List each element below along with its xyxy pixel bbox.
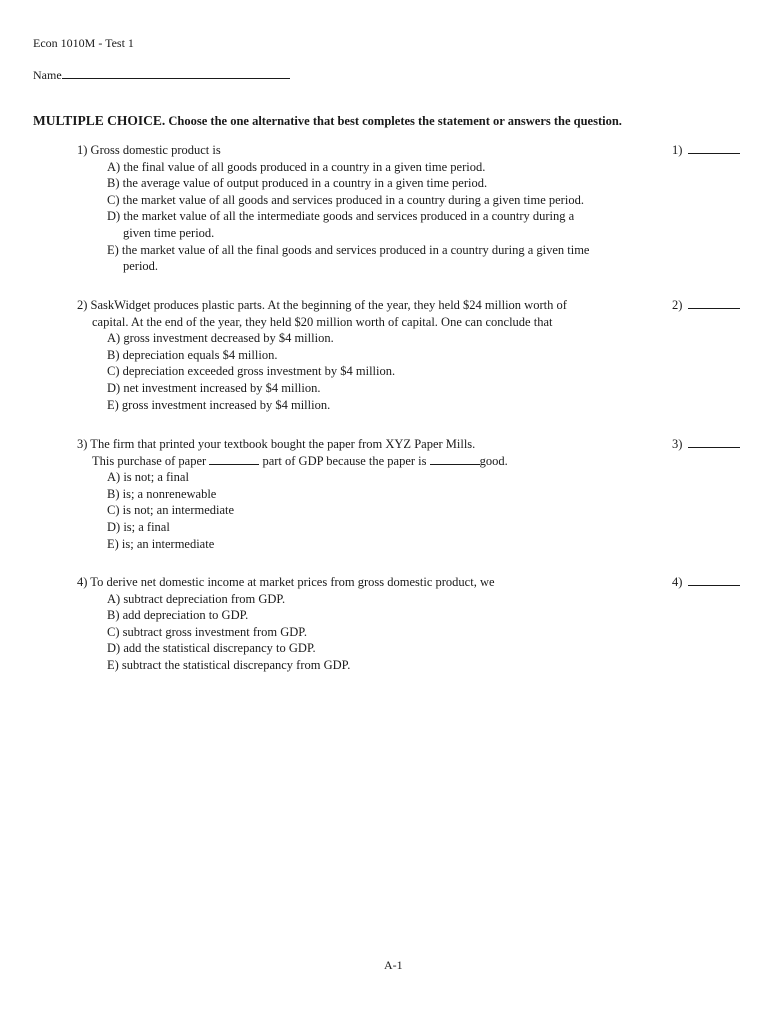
answer-slot-1[interactable] — [672, 142, 740, 158]
answer-number: 4) — [672, 575, 683, 589]
answer-slot-2[interactable] — [672, 297, 740, 313]
option-c[interactable]: C) is not; an intermediate — [107, 503, 235, 518]
question-3-options — [77, 469, 662, 552]
option-d[interactable]: D) the market value of all the intermediate goods and services produced in a country during a given time period. — [107, 209, 575, 240]
option-c[interactable]: C) subtract gross investment from GDP. — [107, 624, 307, 639]
option-a[interactable]: A) the final value of all goods produced in a country in a given time period. — [107, 159, 486, 174]
answer-number: 1) — [672, 143, 683, 157]
answer-blank[interactable] — [688, 142, 740, 154]
option-a[interactable]: A) is not; a final — [107, 470, 189, 485]
name-blank[interactable] — [62, 66, 290, 79]
question-2 — [77, 297, 662, 413]
answer-blank[interactable] — [688, 436, 740, 448]
answer-blank[interactable] — [688, 297, 740, 309]
option-e[interactable]: E) gross investment increased by $4 million. — [107, 397, 331, 412]
option-e[interactable]: E) subtract the statistical discrepancy from GDP. — [107, 657, 351, 672]
option-b[interactable]: B) add depreciation to GDP. — [107, 608, 249, 623]
question-2-stem-line-1: 2) SaskWidget produces plastic parts. At the beginning of the year, they held $24 million worth of — [77, 298, 567, 312]
option-d[interactable]: D) add the statistical discrepancy to GDP. — [107, 641, 316, 656]
option-e[interactable]: E) the market value of all the final goods and services produced in a country during a given time period. — [107, 242, 590, 274]
answer-slot-3[interactable] — [672, 436, 740, 452]
option-c[interactable]: C) depreciation exceeded gross investment by $4 million. — [107, 364, 396, 379]
answer-number: 3) — [672, 437, 683, 451]
instructions-text: Choose the one alternative that best completes the statement or answers the question. — [168, 114, 622, 128]
option-e[interactable]: E) is; an intermediate — [107, 536, 215, 551]
question-1-options — [77, 159, 662, 275]
course-title: Econ 1010M - Test 1 — [33, 36, 134, 50]
option-c[interactable]: C) the market value of all goods and services produced in a country during a given time period. — [107, 192, 584, 207]
instructions — [33, 113, 622, 129]
question-4-options — [77, 591, 662, 674]
question-4-stem: 4) To derive net domestic income at market prices from gross domestic product, we — [77, 575, 495, 589]
option-b[interactable]: B) the average value of output produced in a country in a given time period. — [107, 176, 488, 191]
page-number: A-1 — [384, 958, 403, 972]
question-2-options — [77, 330, 662, 413]
option-b[interactable]: B) is; a nonrenewable — [107, 486, 217, 501]
question-1-stem: 1) Gross domestic product is — [77, 143, 221, 157]
fill-blank-1 — [209, 453, 259, 465]
section-heading: MULTIPLE CHOICE. — [33, 113, 166, 128]
option-d[interactable]: D) is; a final — [107, 519, 170, 534]
question-4 — [77, 574, 662, 674]
option-d[interactable]: D) net investment increased by $4 million. — [107, 380, 321, 395]
fill-blank-2 — [430, 453, 480, 465]
answer-number: 2) — [672, 298, 683, 312]
question-2-stem-line-2: capital. At the end of the year, they held $20 million worth of capital. One can conclude that — [92, 314, 553, 329]
question-3-stem-line-1: 3) The firm that printed your textbook bought the paper from XYZ Paper Mills. — [77, 437, 476, 451]
question-3-stem-line-2: This purchase of paper part of GDP because the paper is good. — [92, 453, 508, 468]
name-label: Name — [33, 68, 62, 82]
option-a[interactable]: A) subtract depreciation from GDP. — [107, 591, 286, 606]
name-field[interactable] — [33, 66, 290, 83]
question-3 — [77, 436, 662, 552]
answer-slot-4[interactable] — [672, 574, 740, 590]
question-1 — [77, 142, 662, 275]
option-b[interactable]: B) depreciation equals $4 million. — [107, 347, 278, 362]
answer-blank[interactable] — [688, 574, 740, 586]
option-a[interactable]: A) gross investment decreased by $4 million. — [107, 331, 334, 346]
